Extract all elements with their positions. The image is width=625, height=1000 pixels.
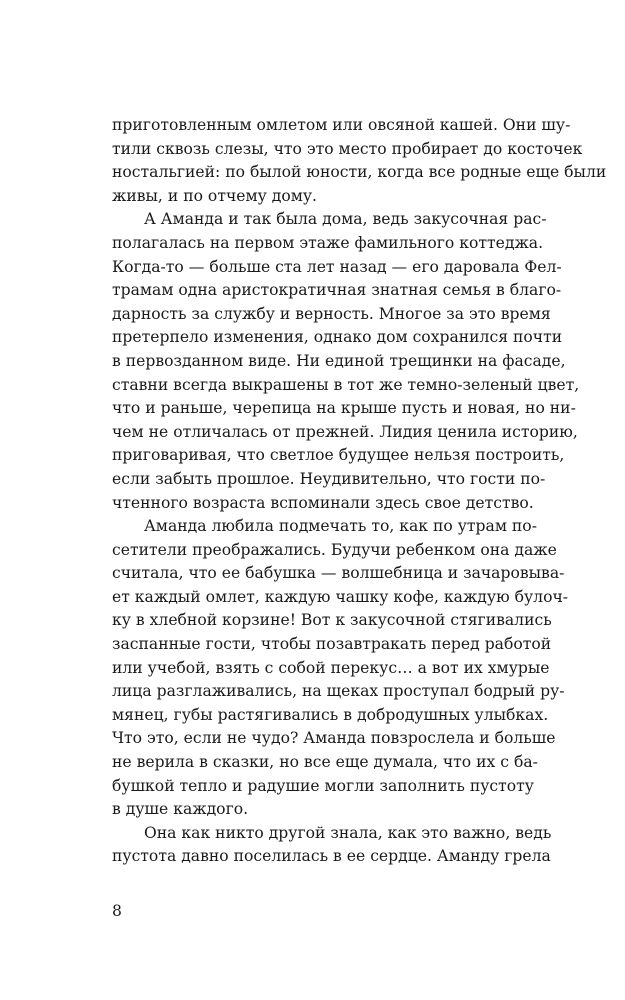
page-number: 8 [112, 902, 122, 920]
text-line: тили сквозь слезы, что это место пробирает до косточек [112, 139, 583, 158]
text-line: чтенного возраста вспоминали здесь свое детство. [112, 493, 534, 512]
text-line: живы, и по отчему дому. [112, 186, 317, 205]
text-line: в душе каждого. [112, 800, 249, 819]
text-line: Она как никто другой знала, как это важно, ведь [144, 823, 552, 842]
text-line: заспанные гости, чтобы позавтракать перед работой [112, 635, 552, 654]
text-line: мянец, губы растягивались в добродушных улыбках. [112, 705, 549, 724]
text-line: не верила в сказки, но все еще думала, что их с ба- [112, 753, 538, 772]
text-line: или учебой, взять с собой перекус… а вот их хмурые [112, 658, 550, 677]
text-line: сетители преображались. Будучи ребенком она даже [112, 540, 557, 559]
text-line: бушкой тепло и радушие могли заполнить пустоту [112, 776, 534, 795]
text-line: считала, что ее бабушка — волшебница и зачаровыва- [112, 564, 565, 583]
text-line: лица разглаживались, на щеках проступал бодрый ру- [112, 682, 565, 701]
body-text [112, 114, 607, 869]
text-line: Когда-то — больше ста лет назад — его даровала Фел- [112, 257, 562, 276]
text-line: что и раньше, черепица на крыше пусть и новая, но ни- [112, 399, 576, 418]
text-line: Аманда любила подмечать то, как по утрам по- [144, 517, 537, 536]
text-line: ставни всегда выкрашены в тот же темно-зеленый цвет, [112, 375, 580, 394]
text-line: чем не отличалась от прежней. Лидия ценила историю, [112, 422, 578, 441]
text-line: трамам одна аристократичная знатная семья в благо- [112, 281, 562, 300]
text-line: ку в хлебной корзине! Вот к закусочной стягивались [112, 611, 552, 630]
text-line: приговаривая, что светлое будущее нельзя построить, [112, 446, 565, 465]
text-line: ностальгией: по былой юности, когда все родные еще были [112, 163, 607, 182]
text-line: претерпело изменения, однако дом сохранился почти [112, 328, 563, 347]
text-line: в первозданном виде. Ни единой трещинки на фасаде, [112, 351, 566, 370]
text-line: ет каждый омлет, каждую чашку кофе, каждую булоч- [112, 587, 569, 606]
text-line: если забыть прошлое. Неудивительно, что гости по- [112, 469, 546, 488]
text-line: пустота давно поселилась в ее сердце. Аманду грела [112, 847, 551, 866]
text-line: Что это, если не чудо? Аманда повзрослела и больше [112, 729, 556, 748]
text-line: приготовленным омлетом или овсяной кашей. Они шу- [112, 116, 571, 134]
text-line: дарность за службу и верность. Многое за это время [112, 304, 551, 323]
text-line: полагалась на первом этаже фамильного коттеджа. [112, 233, 544, 252]
text-line: А Аманда и так была дома, ведь закусочная рас- [144, 210, 547, 229]
